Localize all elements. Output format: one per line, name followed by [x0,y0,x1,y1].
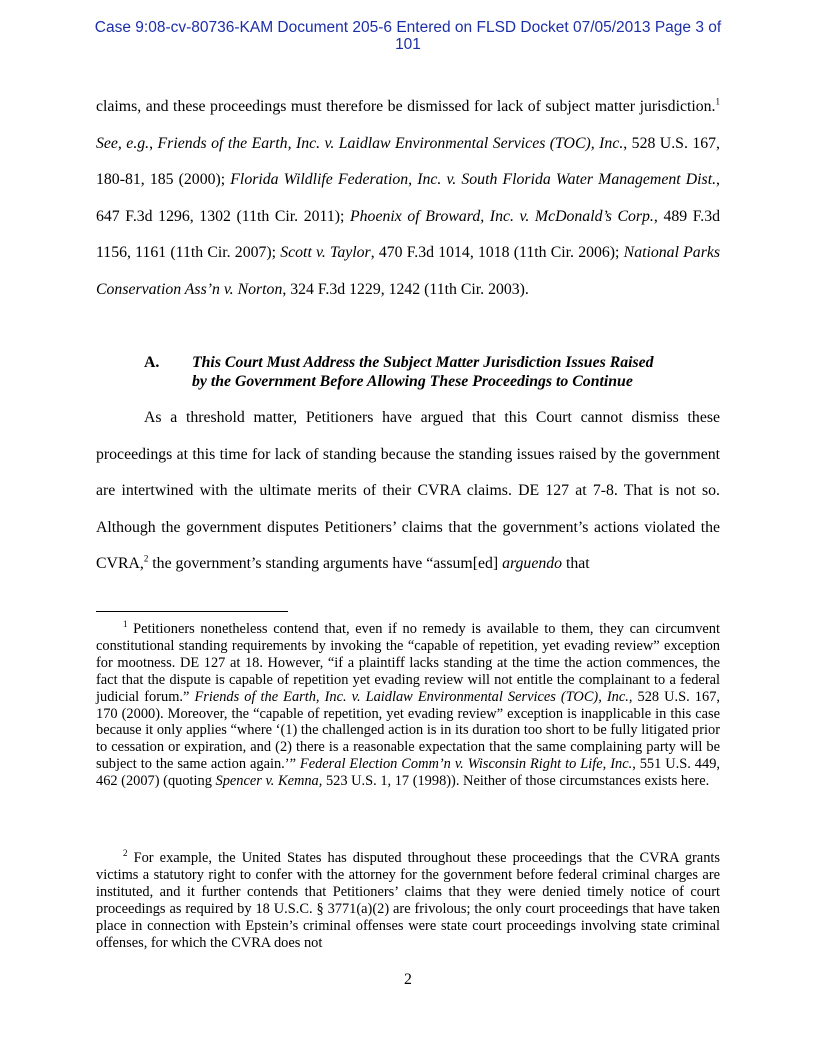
text-run: , 647 F.3d 1296, 1302 (11th Cir. 2011); [96,171,720,225]
case-name: Friends of the Earth, Inc. v. Laidlaw Environmental Services (TOC), Inc. [157,134,624,152]
section-heading-a [144,354,704,391]
text-run: , 470 F.3d 1014, 1018 (11th Cir. 2006); [370,244,624,262]
section-heading-line1: This Court Must Address the Subject Matter Jurisdiction Issues Raised [192,354,654,371]
footnote-separator [96,611,288,612]
text-run: , 324 F.3d 1229, 1242 (11th Cir. 2003). [282,280,529,298]
text-run: the government’s standing arguments have “assum[ed] [148,555,503,573]
text-run: , 528 U.S. 167, 180-81, 185 (2000); [96,134,720,189]
paragraph-jurisdiction [96,89,720,309]
case-name: Friends of the Earth, Inc. v. Laidlaw Environmental Services (TOC), Inc. [194,688,629,705]
text-run: , 551 U.S. 449, 462 (2007) (quoting [96,756,720,790]
citation-signal: See, e.g. [96,134,150,152]
footnote-1 [96,621,720,790]
text-run: 523 U.S. 1, 17 (1998)). Neither of those circumstances exists here. [322,773,710,790]
footnote-number-1: 1 [123,619,128,630]
text-run: As a threshold matter, Petitioners have argued that this Court cannot dismiss these proceedings at this time for lack of standing because the standing issues raised by the government are intertwined with the ultimate merits of their CVRA claims. DE 127 at 7-8. That is not so. Although the government disputes Petitioners’ claims that the government’s actions violated the CVRA, [96,409,720,573]
case-name: Phoenix of Broward, Inc. v. McDonald’s Corp. [350,207,654,225]
footnote-number-2: 2 [123,848,128,859]
case-name: Scott v. Taylor [280,244,371,262]
text-run: Petitioners nonetheless contend that, even if no remedy is available to them, they can circumvent constitutional standing requirements by invoking the “capable of repetition, yet evading review” exception for mootness. DE 127 at 18. However, “if a plaintiff lacks standing at the time the action commences, the fact that the dispute is capable of repetition yet evading review will not entitle the complainant to a federal judicial forum.” [96,621,720,705]
footnote-2 [96,850,720,951]
case-name: Federal Election Comm’n v. Wisconsin Right to Life, Inc. [299,756,633,773]
text-run: , 528 U.S. 167, 170 (2000). Moreover, the “capable of repetition, yet evading review” exception is inapplicable in this case because it only applies “where ‘(1) the challenged action is in its duration too short to be fully litigated prior to cessation or expiration, and (2) there is a reasonable expectation that the same complaining party will be subject to the same action again.’” [96,688,720,773]
text-run: , 489 F.3d 1156, 1161 (11th Cir. 2007); [96,207,721,262]
docket-stamp [0,19,816,53]
text-run: For example, the United States has disputed throughout these proceedings that the CVRA grants victims a statutory right to confer with the attorney for the government before federal criminal charges are instituted, and it further contends that Petitioners’ claims that they were denied timely notice of court proceedings as required by 18 U.S.C. § 3771(a)(2) are frivolous; the only court proceedings that have taken place in connection with Epstein’s criminal offenses were state court proceedings involving state criminal offenses, for which the CVRA does not [96,850,720,951]
docket-stamp-line1: Case 9:08-cv-80736-KAM Document 205-6 Entered on FLSD Docket 07/05/2013 Page 3 of [94,19,722,36]
text-run: , [149,134,158,152]
section-letter: A. [144,354,160,371]
text-run: claims, and these proceedings must therefore be dismissed for lack of subject matter jurisdiction. [96,98,716,115]
docket-stamp-line2: 101 [395,36,421,53]
latin-term: arguendo [502,555,563,573]
section-heading-line2: by the Government Before Allowing These Proceedings to Continue [192,372,633,390]
body-paragraph-2 [96,400,720,583]
case-name: Florida Wildlife Federation, Inc. v. South Florida Water Management Dist. [230,171,717,189]
footnote-ref-1: 1 [715,96,720,107]
text-run: that [562,555,590,573]
page-number: 2 [404,971,412,988]
body-paragraph-1 [96,89,720,309]
case-name: Spencer v. Kemna, [215,773,323,790]
footnote-ref-2: 2 [143,554,149,565]
case-name: National Parks Conservation Ass’n v. Norton [96,244,721,298]
